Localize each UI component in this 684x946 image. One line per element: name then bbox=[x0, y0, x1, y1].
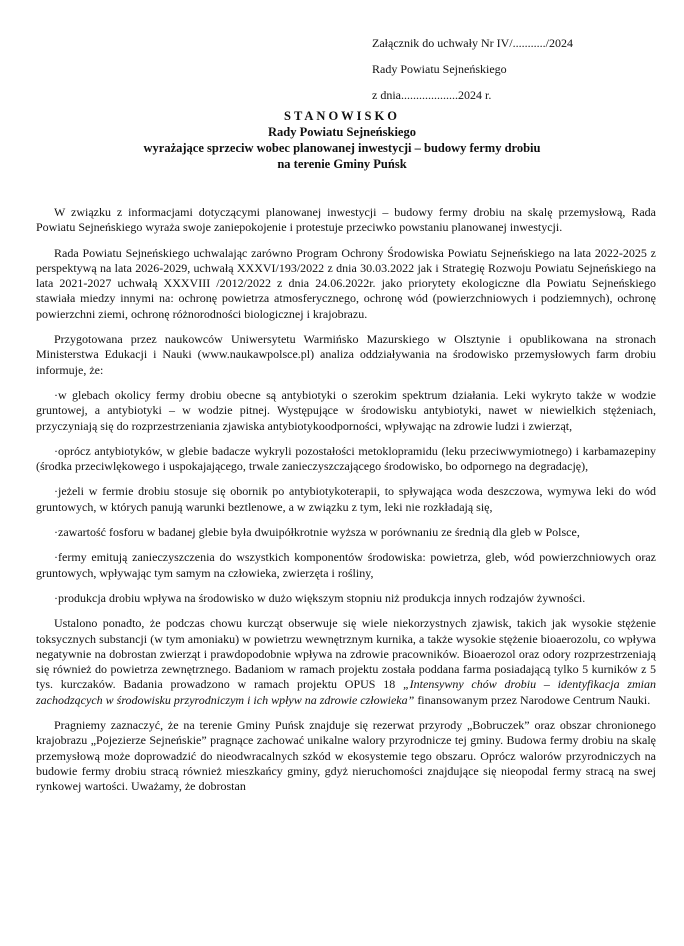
finding-drug-residues: ·oprócz antybiotyków, w glebie badacze wykryli pozostałości metoklopramidu (leku przeciwwymiotnego) i karbamazepiny (środka przeciwlękowego i uspokajającego, trwale zanieczyszczającego środowisko, bo odpornego na degradację), bbox=[36, 443, 656, 474]
annex-header bbox=[372, 30, 573, 108]
title-subject: wyrażające sprzeciw wobec planowanej inwestycji – budowy fermy drobiu bbox=[143, 141, 541, 155]
finding-manure-runoff: ·jeżeli w fermie drobiu stosuje się obornik po antybiotykoterapii, to spływająca woda deszczowa, wymywa leki do wód gruntowych, w których panują warunki beztlenowe, a w związku z tym, leki nie rozkładają się, bbox=[36, 484, 656, 514]
title-council: Rady Powiatu Sejneńskiego bbox=[268, 125, 416, 139]
finding-production-impact: ·produkcja drobiu wpływa na środowisko w dużo większym stopniu niż produkcja innych rodzajów żywności. bbox=[54, 590, 586, 605]
paragraph-analysis: Przygotowana przez naukowców Uniwersytetu Warmińsko Mazurskiego w Olsztynie i opublikowana na stronach Ministerstwa Edukacji i Nauki (www.naukawpolsce.pl) analiza oddziaływania na środowisko przemysłowych farm drobiu informuje, że: bbox=[36, 332, 656, 377]
title-location: na terenie Gminy Puńsk bbox=[277, 157, 407, 171]
finding-emissions: ·fermy emitują zanieczyszczenia do wszystkich komponentów środowiska: powietrza, gleb, wód powierzchniowych oraz gruntowych, wpływając tym samym na człowieka, zwierzęta i rośliny, bbox=[36, 550, 656, 580]
annex-line-council: Rady Powiatu Sejneńskiego bbox=[372, 62, 507, 76]
annex-line-date: z dnia...................2024 r. bbox=[372, 88, 492, 102]
document-body bbox=[36, 205, 656, 795]
research-text: Ustalono ponadto, że podczas chowu kurcząt obserwuje się wiele niekorzystnych zjawisk, takich jak wysokie stężenie toksycznych substancji (w tym amoniaku) w powietrzu wewnętrznym kurnika, a także wysokie stężenie bioaerozolu, co wpływa negatywnie na dobrostan zwierząt i prawdopodobnie wpływa na zdrowie pracowników. Bioaerozol oraz odory rozprzestrzeniają się również do powietrza zewnętrznego. Badaniom w ramach projektu została poddana farma posiadającą tylko 5 kurników z 5 tys. kurczaków. Badania prowadzono w ramach projektu OPUS 18 bbox=[36, 616, 656, 692]
project-title: „Intensywny chów drobiu – identyfikacja zmian zachodzących w środowisku przyrodniczym i ich wpływ na zdrowie człowieka” bbox=[36, 677, 656, 707]
finding-phosphorus: ·zawartość fosforu w badanej glebie była dwuipółkrotnie wyższa w porównaniu ze średnią dla gleb w Polsce, bbox=[54, 525, 580, 540]
paragraph-reserve: Pragniemy zaznaczyć, że na terenie Gminy Puńsk znajduje się rezerwat przyrody „Bobruczek” oraz obszar chronionego krajobrazu „Pojezierze Sejneńskie” pragnące zachować unikalne walory przyrodnicze tej gminy. Budowa fermy drobiu na skalę przemysłową może doprowadzić do nieodwracalnych szkód w ekosystemie tego obszaru. Oprócz walorów przyrodniczych na budowie fermy drobiu stracą również mieszkańcy gminy, gdyż nieruchomości znajdujące się nieopodal fermy stracą na swej rynkowej wartości. Uważamy, że dobrostan bbox=[36, 718, 656, 794]
finding-antibiotics: ·w glebach okolicy fermy drobiu obecne są antybiotyki o szerokim spektrum działania. Leki wykryto także w wodzie gruntowej, a antybiotyki – w wodzie pitnej. Występujące w środowisku antybiotyki, nawet w niewielkich stężeniach, przyczyniają się do rozprzestrzeniania zjawiska antybiotykoodporności, wpływając na zdrowie ludzi i zwierząt, bbox=[36, 387, 656, 433]
paragraph-intro: W związku z informacjami dotyczącymi planowanej inwestycji – budowy fermy drobiu na skalę przemysłową, Rada Powiatu Sejneńskiego wyraża swoje zaniepokojenie i protestuje przeciwko powstaniu planowanej inwestycji. bbox=[36, 205, 656, 235]
annex-line-resolution: Załącznik do uchwały Nr IV/.........../2024 bbox=[372, 36, 573, 50]
paragraph-research bbox=[36, 616, 656, 708]
document-title bbox=[0, 108, 684, 172]
title-heading: STANOWISKO bbox=[284, 109, 400, 123]
research-funding: finansowanym przez Narodowe Centrum Nauki. bbox=[414, 692, 651, 707]
paragraph-priorities: Rada Powiatu Sejneńskiego uchwalając zarówno Program Ochrony Środowiska Powiatu Sejneńskiego na lata 2022-2025 z perspektywą na lata 2026-2029, uchwałą XXXVI/193/2022 z dnia 30.03.2022 jak i Strategię Rozwoju Powiatu Sejneńskiego na lata 2021-2027 uchwałą XXXVIII /2012/2022 z dnia 24.06.2022r. jako priorytety ekologiczne dla Powiatu Sejneńskiego stawiała miedzy innymi na: ochronę powietrza atmosferycznego, ochronę wód (powierzchniowych i podziemnych), ochronę powierzchni ziemi, ochronę różnorodności biologicznej i krajobrazu. bbox=[36, 245, 656, 321]
